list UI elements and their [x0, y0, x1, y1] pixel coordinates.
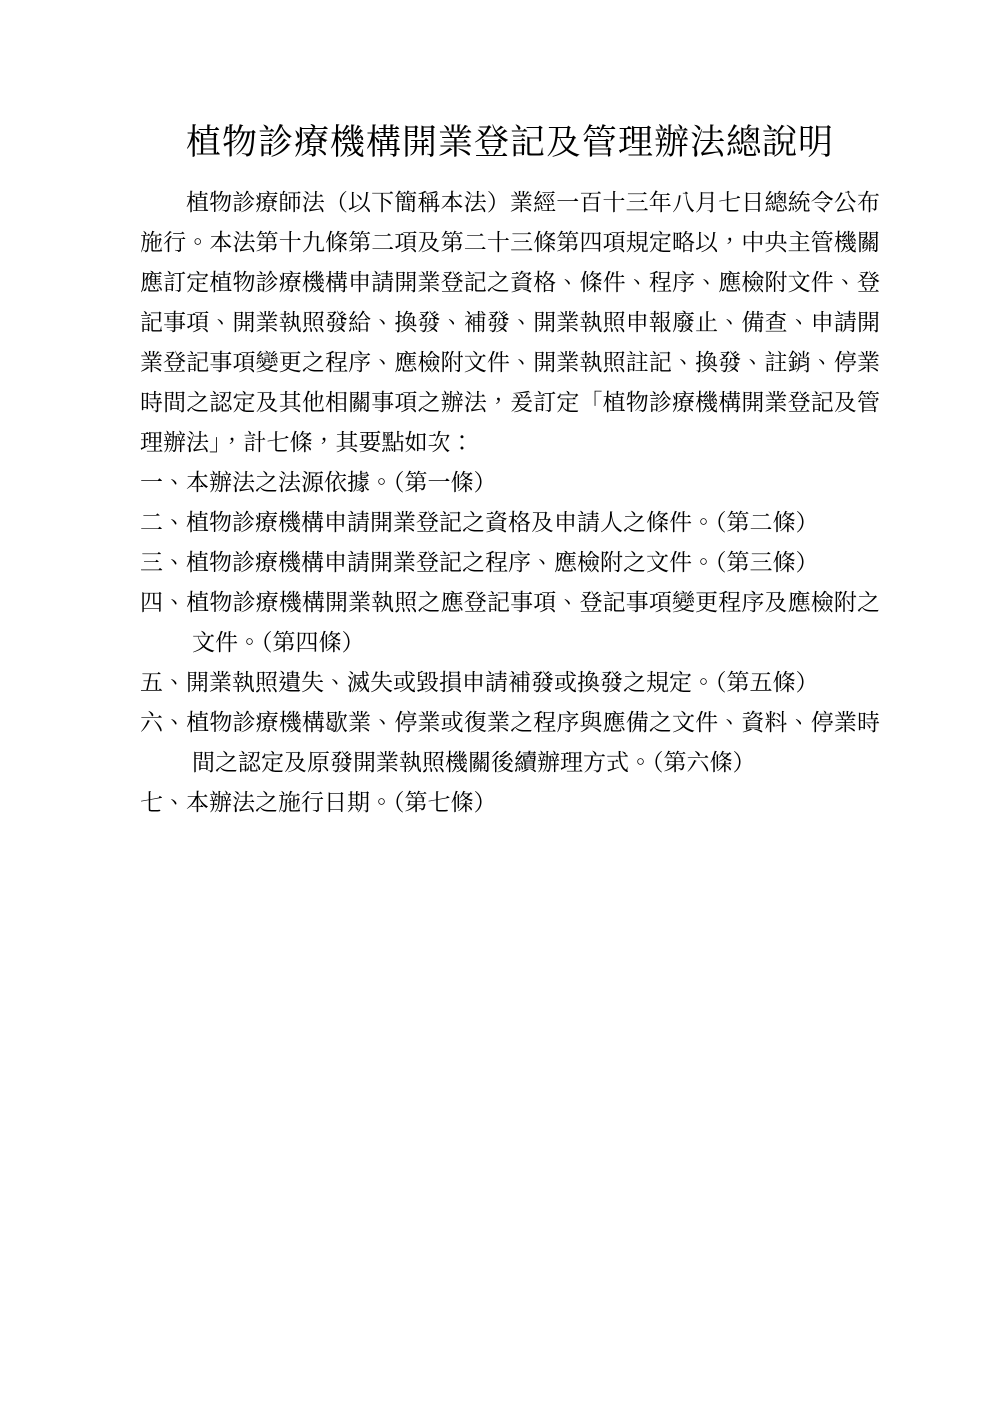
list-item [140, 503, 880, 543]
item-text: 植物診療機構開業執照之應登記事項、登記事項變更程序及應檢附之文件。（第四條） [186, 590, 881, 655]
item-marker: 一、 [140, 470, 186, 495]
item-text: 開業執照遺失、滅失或毀損申請補發或換發之規定。（第五條） [186, 670, 819, 695]
item-marker: 二、 [140, 510, 186, 535]
intro-paragraph: 植物診療師法（以下簡稱本法）業經一百十三年八月七日總統令公布施行。本法第十九條第二項及第二十三條第四項規定略以，中央主管機關應訂定植物診療機構申請開業登記之資格、條件、程序、應檢附文件、登記事項、開業執照發給、換發、補發、開業執照申報廢止、備查、申請開業登記事項變更之程序、應檢附文件、開業執照註記、換發、註銷、停業時間之認定及其他相關事項之辦法，爰訂定「植物診療機構開業登記及管理辦法」，計七條，其要點如次： [140, 190, 880, 455]
list-item [140, 583, 880, 663]
item-marker: 六、 [140, 710, 187, 735]
list-item [140, 463, 880, 503]
list-item [140, 663, 880, 703]
item-text: 植物診療機構歇業、停業或復業之程序與應備之文件、資料、停業時間之認定及原發開業執照機關後續辦理方式。（第六條） [186, 710, 881, 775]
item-text: 本辦法之施行日期。（第七條） [186, 790, 497, 815]
item-text: 本辦法之法源依據。（第一條） [186, 470, 497, 495]
document-title: 植物診療機構開業登記及管理辦法總說明 [185, 123, 834, 162]
item-marker: 四、 [140, 590, 187, 615]
item-text: 植物診療機構申請開業登記之資格及申請人之條件。（第二條） [186, 510, 819, 535]
item-marker: 七、 [140, 790, 186, 815]
item-marker: 三、 [140, 550, 186, 575]
item-marker: 五、 [140, 670, 186, 695]
item-text: 植物診療機構申請開業登記之程序、應檢附之文件。（第三條） [186, 550, 819, 575]
summary-list [140, 463, 880, 823]
list-item [140, 783, 880, 823]
list-item [140, 543, 880, 583]
list-item [140, 703, 880, 783]
